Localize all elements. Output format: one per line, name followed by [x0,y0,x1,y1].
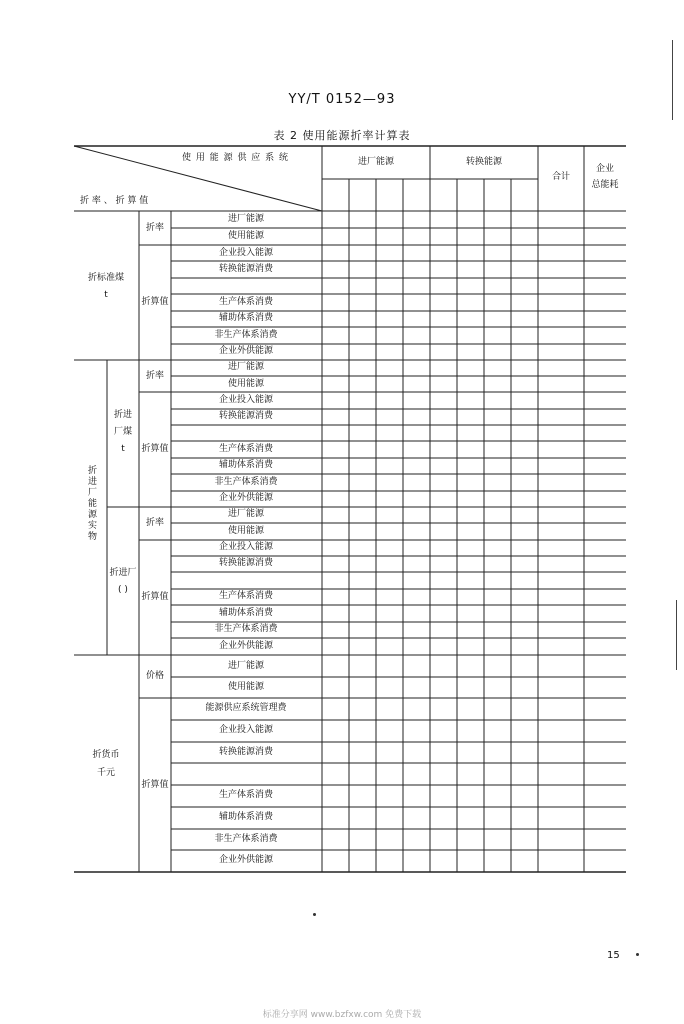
sec2a-value: 折算值 [141,444,169,454]
sec2b-label-1: 折进厂 [109,568,137,578]
sec2b-label-2: ( ) [118,585,128,595]
sec1-rate: 折率 [145,223,165,233]
table-title: 表 2 使用能源折率计算表 [273,129,411,142]
sec3-price: 价格 [145,671,165,681]
scan-speck [636,953,639,956]
sec1-row: 非生产体系消费 [214,330,278,340]
sec2b-rate: 折率 [145,518,165,528]
sec2b-row: 生产体系消费 [218,591,274,601]
sec2a-row: 进厂能源 [227,362,265,372]
sec1-row: 使用能源 [227,231,265,241]
sec2b-row: 企业外供能源 [218,641,274,651]
page-number: 15 [607,950,620,961]
sec1-row: 转换能源消费 [218,264,274,274]
sec2a-unit: t [121,444,125,454]
sec2b-value: 折算值 [141,592,169,602]
sec1-value: 折算值 [141,297,169,307]
sec1-row: 企业外供能源 [218,346,274,356]
sec2b-row: 进厂能源 [227,509,265,519]
sec3-value: 折算值 [141,780,169,790]
sec2a-rate: 折率 [145,371,165,381]
sec2a-label-1: 折进 [113,410,133,420]
sec2b-row: 辅助体系消费 [218,608,274,618]
sec1-unit: t [104,290,108,300]
sec2-label: 折进厂能源实物 [86,465,96,542]
sec3-row: 能源供应系统管理费 [205,703,287,713]
sec2a-row: 使用能源 [227,379,265,389]
sec3-row: 进厂能源 [227,661,265,671]
document-code: YY/T 0152—93 [288,92,396,107]
sec2b-row: 转换能源消费 [218,558,274,568]
sec2b-row: 非生产体系消费 [214,624,278,634]
sec3-row: 企业投入能源 [218,725,274,735]
sec2a-row: 生产体系消费 [218,444,274,454]
sec2a-row: 企业外供能源 [218,493,274,503]
sec1-row: 企业投入能源 [218,248,274,258]
sec1-row: 辅助体系消费 [218,313,274,323]
sec3-row: 生产体系消费 [218,790,274,800]
sec2a-row: 辅助体系消费 [218,460,274,470]
scan-edge [676,600,677,670]
sec3-label: 折货币 [92,750,120,760]
col-conversion-energy: 转换能源 [465,157,503,167]
col-enterprise-2: 总能耗 [591,180,619,190]
sec2b-row: 企业投入能源 [218,542,274,552]
sec3-unit: 千元 [96,768,116,778]
col-total: 合计 [551,172,571,182]
watermark: 标准分享网 www.bzfxw.com 免费下载 [262,1010,422,1020]
sec3-row: 企业外供能源 [218,855,274,865]
sec1-row: 生产体系消费 [218,297,274,307]
corner-bottom-label: 折 率 、 折 算 值 [80,196,149,206]
col-enterprise-1: 企业 [595,164,615,174]
sec3-row: 转换能源消费 [218,747,274,757]
sec1-label: 折标准煤 [87,273,125,283]
sec3-row: 使用能源 [227,682,265,692]
scan-edge [672,40,673,120]
sec1-row: 进厂能源 [227,214,265,224]
sec2a-label-2: 厂煤 [113,427,133,437]
col-incoming-energy: 进厂能源 [357,157,395,167]
sec3-row: 辅助体系消费 [218,812,274,822]
sec2b-row: 使用能源 [227,526,265,536]
corner-top-label: 使 用 能 源 供 应 系 统 [182,153,290,163]
scan-speck [313,913,316,916]
sec2a-row: 非生产体系消费 [214,477,278,487]
sec2a-row: 转换能源消费 [218,411,274,421]
sec2a-row: 企业投入能源 [218,395,274,405]
sec3-row: 非生产体系消费 [214,834,278,844]
